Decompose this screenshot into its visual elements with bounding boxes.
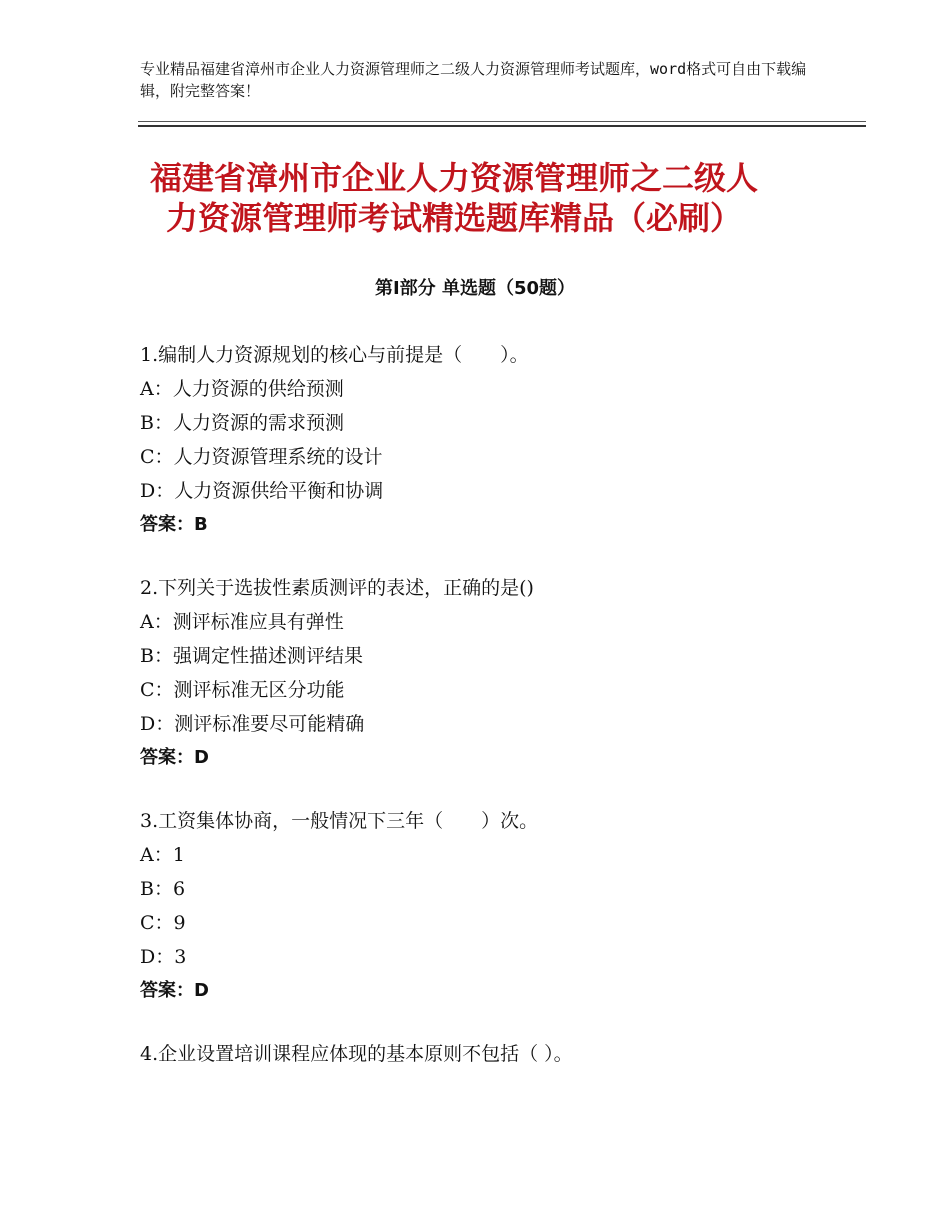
- header-divider: [138, 121, 866, 122]
- option-a: A：人力资源的供给预测: [140, 378, 344, 400]
- question-3: [140, 804, 840, 1008]
- option-c: C：测评标准无区分功能: [140, 679, 345, 701]
- question-stem: 3.工资集体协商，一般情况下三年（ ）次。: [140, 810, 539, 832]
- option-d: D：3: [140, 946, 187, 968]
- option-b: B：人力资源的需求预测: [140, 412, 344, 434]
- document-title: [150, 158, 830, 238]
- question-4: [140, 1037, 840, 1071]
- option-a: A：1: [140, 844, 185, 866]
- answer: 答案：B: [140, 514, 208, 535]
- question-stem: 2.下列关于选拔性素质测评的表述，正确的是(): [140, 577, 534, 599]
- option-d: D：人力资源供给平衡和协调: [140, 480, 384, 502]
- question-stem: 4.企业设置培训课程应体现的基本原则不包括（ ）。: [140, 1043, 573, 1065]
- option-d: D：测评标准要尽可能精确: [140, 713, 365, 735]
- option-b: B：6: [140, 878, 186, 900]
- option-c: C：9: [140, 912, 186, 934]
- option-c: C：人力资源管理系统的设计: [140, 446, 383, 468]
- option-b: B：强调定性描述测评结果: [140, 645, 363, 667]
- answer: 答案：D: [140, 747, 209, 768]
- section-title: 第Ⅰ部分 单选题（50题）: [374, 278, 575, 299]
- header-note: 专业精品福建省漳州市企业人力资源管理师之二级人力资源管理师考试题库，word格式可自由下载编辑，附完整答案！: [140, 60, 807, 100]
- answer: 答案：D: [140, 980, 209, 1001]
- question-2: [140, 571, 840, 775]
- header-divider-thick: [138, 125, 866, 127]
- question-list: [140, 338, 840, 1100]
- question-1: [140, 338, 840, 542]
- option-a: A：测评标准应具有弹性: [140, 611, 344, 633]
- document-title-line-2: 力资源管理师考试精选题库精品（必刷）: [166, 199, 743, 237]
- question-stem: 1.编制人力资源规划的核心与前提是（ ）。: [140, 344, 529, 366]
- document-title-line-1: 福建省漳州市企业人力资源管理师之二级人: [150, 159, 759, 197]
